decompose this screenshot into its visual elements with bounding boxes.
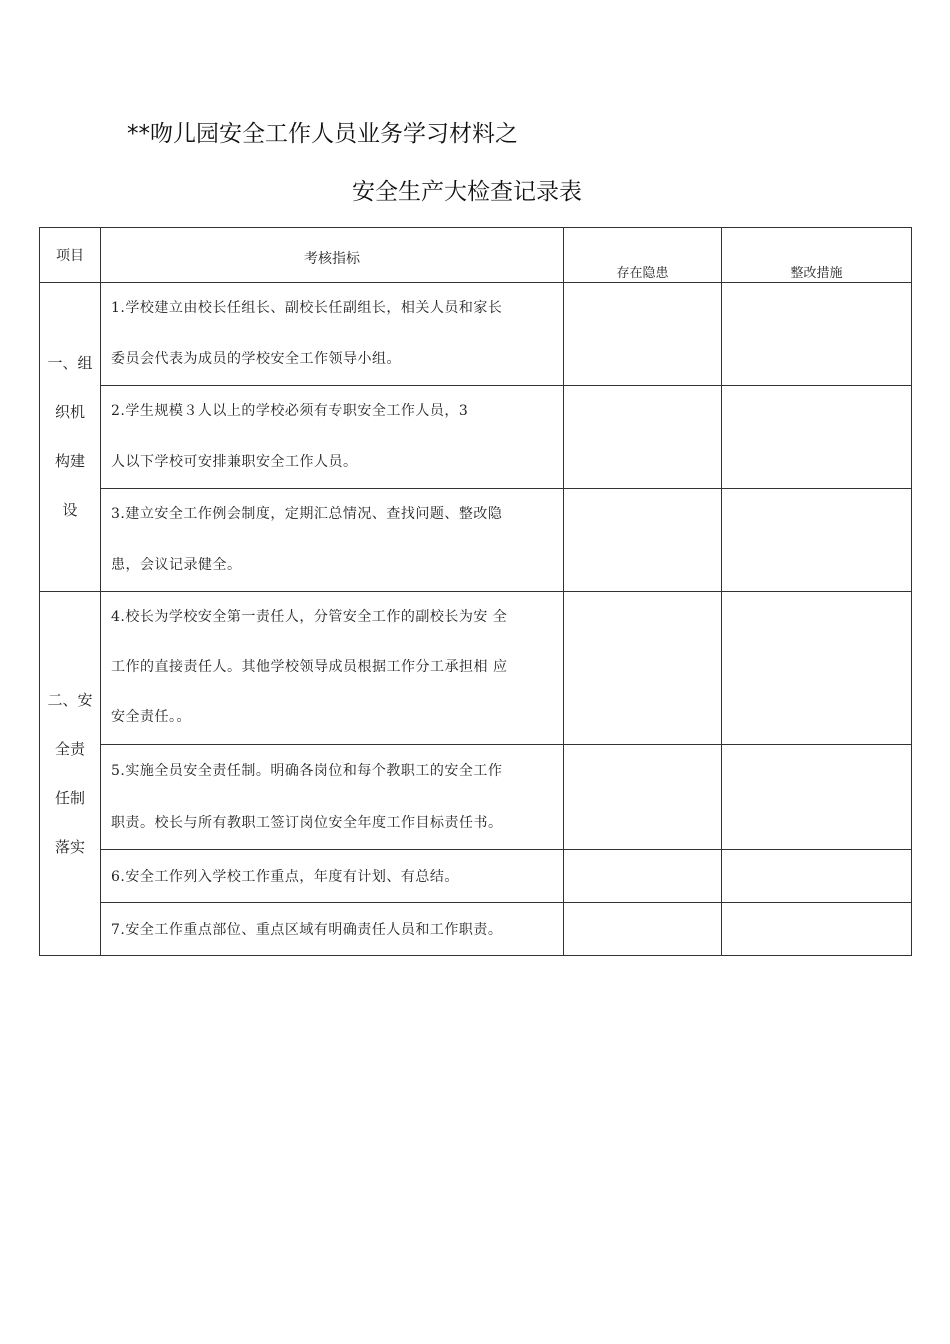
hazard-cell[interactable] [564,283,722,386]
table-row [40,745,912,850]
table-row [40,386,912,489]
indicator-line: 委员会代表为成员的学校安全工作领导小组。 [111,351,401,367]
table-row [40,903,912,956]
category-line: 设 [62,501,78,519]
indicator-line: 4.校长为学校安全第一责任人，分管安全工作的副校长为安 全 [111,609,508,625]
indicator-cell [101,592,564,745]
category-line: 一、组 [47,354,93,372]
indicator-cell [101,903,564,956]
indicator-line: 患，会议记录健全。 [111,557,242,573]
indicator-cell [101,283,564,386]
header-indicator: 考核指标 [101,228,564,283]
indicator-cell [101,850,564,903]
category-responsibility [40,592,101,956]
indicator-line: 5.实施全员安全责任制。明确各岗位和每个教职工的安全工作 [111,763,503,779]
indicator-line: 人以下学校可安排兼职安全工作人员。 [111,454,358,470]
hazard-cell[interactable] [564,592,722,745]
hazard-cell[interactable] [564,903,722,956]
header-measure: 整改措施 [722,228,912,283]
document-subtitle: 安全生产大检查记录表 [352,179,582,205]
category-line: 全责 [54,739,85,758]
header-hazard: 存在隐患 [564,228,722,283]
category-line: 落实 [54,837,85,856]
document-title: **吻儿园安全工作人员业务学习材料之 [127,121,518,147]
table-row [40,850,912,903]
indicator-line: 安全责任。。 [111,709,191,725]
hazard-cell[interactable] [564,850,722,903]
indicator-cell [101,745,564,850]
hazard-cell[interactable] [564,489,722,592]
header-item: 项目 [40,228,101,283]
indicator-line: 1.学校建立由校长任组长、副校长任副组长，相关人员和家长 [111,300,503,316]
indicator-line: 2.学生规模３人以上的学校必须有专职安全工作人员，3 [111,403,469,419]
category-line: 任制 [54,788,85,807]
measure-cell[interactable] [722,903,912,956]
measure-cell[interactable] [722,489,912,592]
hazard-cell[interactable] [564,745,722,850]
table-row [40,489,912,592]
measure-cell[interactable] [722,592,912,745]
category-line: 构建 [54,452,85,470]
measure-cell[interactable] [722,386,912,489]
measure-cell[interactable] [722,850,912,903]
table-row [40,283,912,386]
indicator-cell [101,489,564,592]
table-header-row [40,228,912,283]
indicator-line: 职责。校长与所有教职工签订岗位安全年度工作目标责任书。 [111,815,503,831]
category-line: 织机 [54,403,85,421]
inspection-record-table [39,227,912,956]
category-line: 二、安 [47,690,93,709]
indicator-line: 6.安全工作列入学校工作重点，年度有计划、有总结。 [111,869,459,885]
hazard-cell[interactable] [564,386,722,489]
indicator-line: 7.安全工作重点部位、重点区域有明确责任人员和工作职责。 [111,922,503,938]
measure-cell[interactable] [722,283,912,386]
category-organization [40,283,101,592]
table-row [40,592,912,745]
indicator-line: 3.建立安全工作例会制度，定期汇总情况、查找问题、整改隐 [111,506,503,522]
indicator-line: 工作的直接责任人。其他学校领导成员根据工作分工承担相 应 [111,659,508,675]
indicator-cell [101,386,564,489]
measure-cell[interactable] [722,745,912,850]
